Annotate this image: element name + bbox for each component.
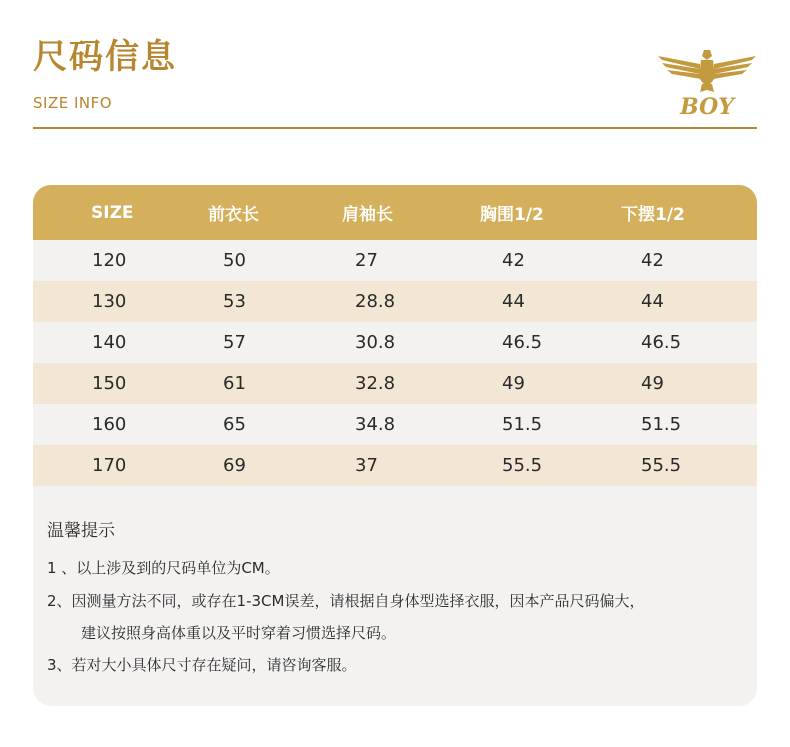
cell-half-hem: 44 — [641, 291, 664, 312]
tip-item-continuation: 建议按照身高体重以及平时穿着习惯选择尺码。 — [81, 624, 397, 642]
page-subtitle: SIZE INFO — [33, 94, 113, 112]
table-row — [33, 363, 757, 404]
table-header — [33, 185, 757, 240]
cell-front-length: 65 — [223, 414, 246, 435]
cell-sleeve-length: 32.8 — [355, 373, 396, 394]
column-header-half-hem: 下摆1/2 — [621, 205, 685, 225]
cell-sleeve-length: 30.8 — [355, 332, 396, 353]
column-header-front-length: 前衣长 — [208, 205, 259, 225]
eagle-icon — [654, 44, 760, 122]
cell-half-chest: 55.5 — [502, 455, 543, 476]
cell-front-length: 53 — [223, 291, 246, 312]
cell-half-hem: 51.5 — [641, 414, 682, 435]
table-row — [33, 404, 757, 445]
cell-front-length: 57 — [223, 332, 246, 353]
cell-size: 160 — [92, 414, 127, 435]
tips-title: 温馨提示 — [47, 521, 115, 541]
cell-size: 140 — [92, 332, 127, 353]
cell-half-chest: 44 — [502, 291, 525, 312]
table-row — [33, 281, 757, 322]
header-divider — [33, 127, 757, 129]
cell-half-hem: 46.5 — [641, 332, 682, 353]
cell-front-length: 61 — [223, 373, 246, 394]
tip-item: 2、因测量方法不同，或存在1-3CM误差，请根据自身体型选择衣服，因本产品尺码偏大， — [47, 592, 645, 610]
cell-half-hem: 42 — [641, 250, 664, 271]
cell-sleeve-length: 34.8 — [355, 414, 396, 435]
cell-size: 120 — [92, 250, 127, 271]
cell-half-hem: 55.5 — [641, 455, 682, 476]
table-row — [33, 322, 757, 363]
cell-size: 150 — [92, 373, 127, 394]
cell-front-length: 50 — [223, 250, 246, 271]
page-title: 尺码信息 — [33, 37, 177, 77]
cell-half-hem: 49 — [641, 373, 664, 394]
cell-front-length: 69 — [223, 455, 246, 476]
cell-sleeve-length: 37 — [355, 455, 378, 476]
table-row — [33, 240, 757, 281]
cell-sleeve-length: 27 — [355, 250, 378, 271]
cell-size: 170 — [92, 455, 127, 476]
brand-logo — [654, 44, 760, 122]
column-header-half-chest: 胸围1/2 — [480, 205, 544, 225]
column-header-size: SIZE — [91, 202, 134, 223]
cell-sleeve-length: 28.8 — [355, 291, 396, 312]
cell-size: 130 — [92, 291, 127, 312]
cell-half-chest: 46.5 — [502, 332, 543, 353]
cell-half-chest: 51.5 — [502, 414, 543, 435]
tip-item: 1 、以上涉及到的尺码单位为CM。 — [47, 559, 280, 577]
logo-text: BOY — [680, 94, 734, 120]
cell-half-chest: 42 — [502, 250, 525, 271]
column-header-sleeve-length: 肩袖长 — [342, 205, 393, 225]
tip-item: 3、若对大小具体尺寸存在疑问，请咨询客服。 — [47, 656, 357, 674]
table-row — [33, 445, 757, 486]
cell-half-chest: 49 — [502, 373, 525, 394]
